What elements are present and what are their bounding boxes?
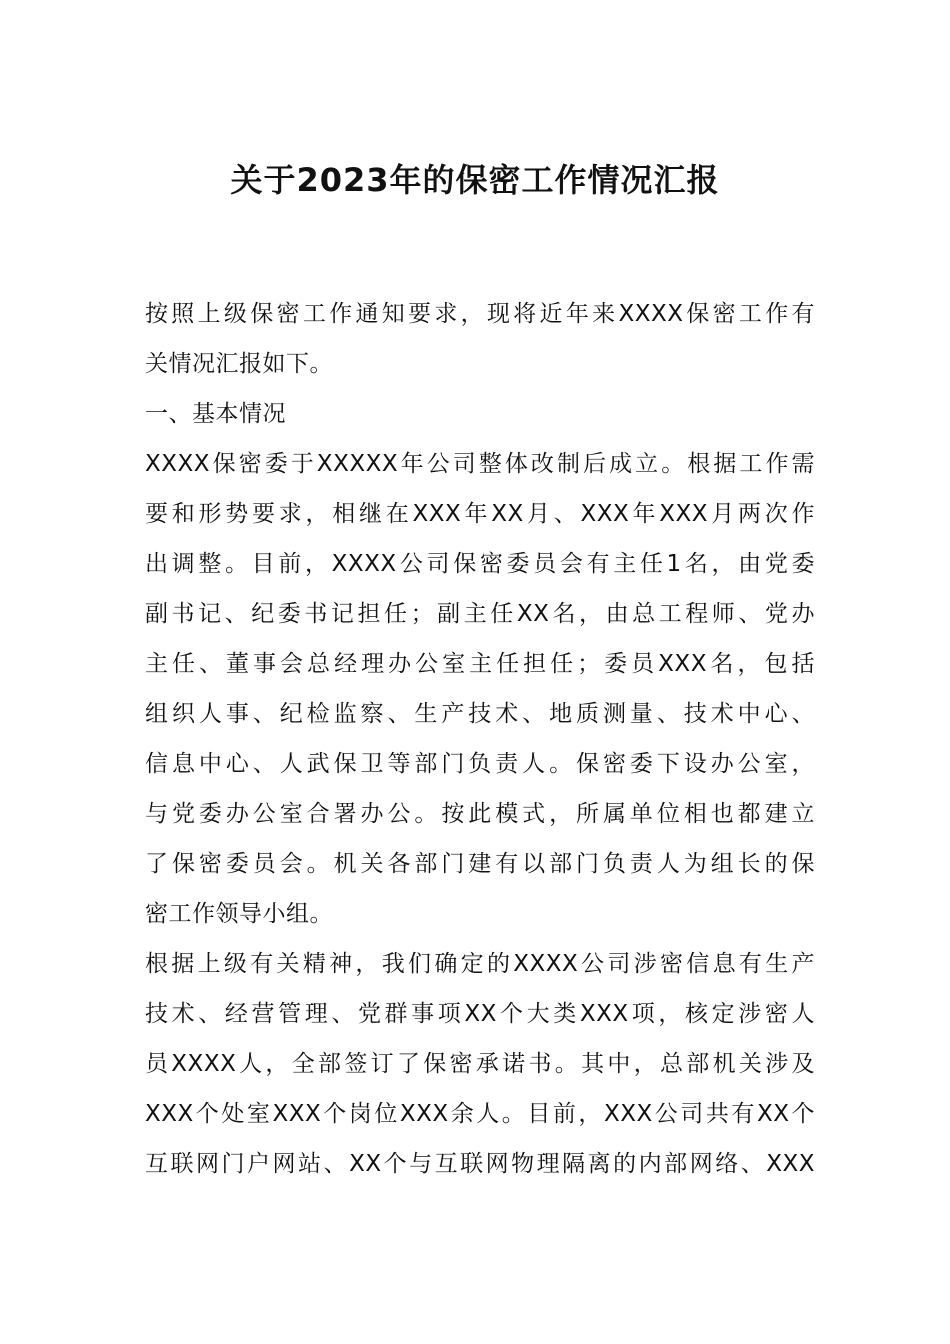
text-line: XXX个处室XXX个岗位XXX余人。目前，XXX公司共有XX个	[145, 1101, 815, 1127]
text-line: 组织人事、纪检监察、生产技术、地质测量、技术中心、	[145, 701, 815, 727]
document-title: 关于2023年的保密工作情况汇报	[230, 161, 720, 199]
text-line: 互联网门户网站、XX个与互联网物理隔离的内部网络、XXX	[145, 1151, 815, 1177]
text-line: 密工作领导小组。	[145, 901, 333, 927]
text-line: 信息中心、人武保卫等部门负责人。保密委下设办公室，	[145, 751, 815, 777]
document-body	[145, 289, 815, 1189]
text-line: 了保密委员会。机关各部门建有以部门负责人为组长的保	[145, 851, 815, 877]
text-line: 根据上级有关精神，我们确定的XXXX公司涉密信息有生产	[145, 951, 815, 977]
section-heading: 一、基本情况	[145, 401, 286, 427]
text-line: 副书记、纪委书记担任；副主任XX名，由总工程师、党办	[145, 601, 815, 627]
text-line: 关情况汇报如下。	[145, 351, 333, 377]
text-line: 技术、经营管理、党群事项XX个大类XXX项，核定涉密人	[145, 1001, 815, 1027]
text-line: 与党委办公室合署办公。按此模式，所属单位相也都建立	[145, 801, 815, 827]
text-line: 出调整。目前，XXXX公司保密委员会有主任1名，由党委	[145, 551, 815, 577]
text-line: 按照上级保密工作通知要求，现将近年来XXXX保密工作有	[145, 301, 815, 327]
text-line: 员XXXX人，全部签订了保密承诺书。其中，总部机关涉及	[145, 1051, 815, 1077]
text-line: 要和形势要求，相继在XXX年XX月、XXX年XXX月两次作	[145, 501, 815, 527]
text-line: XXXX保密委于XXXXX年公司整体改制后成立。根据工作需	[145, 451, 815, 477]
text-line: 主任、董事会总经理办公室主任担任；委员XXX名，包括	[145, 651, 815, 677]
